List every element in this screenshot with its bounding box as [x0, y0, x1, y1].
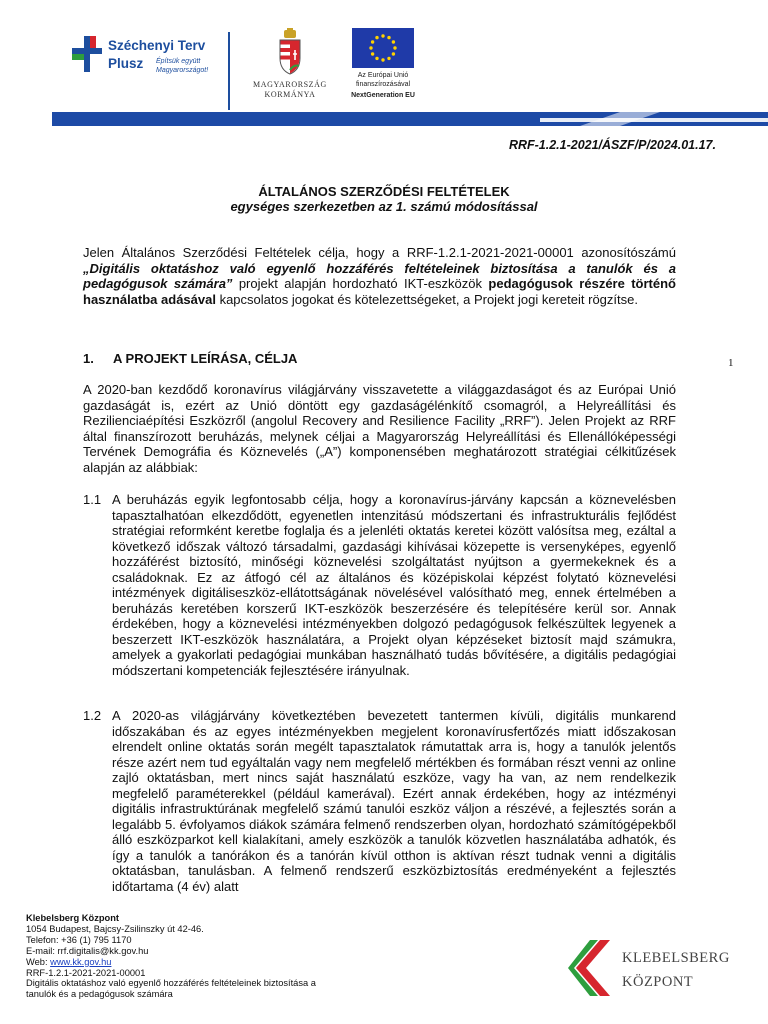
- klebelsberg-chevron-icon: [566, 938, 616, 998]
- header-divider: [228, 32, 230, 110]
- intro-paragraph: [83, 245, 676, 307]
- klebelsberg-kozpont-logo: [566, 938, 736, 998]
- page-number: 1: [728, 357, 734, 369]
- paragraph-1-1: A beruházás egyik legfontosabb célja, hogy a koronavírus-járvány kapcsán a köznevelésben tapasztalhatóan elkezdődött, egyenetlen intenzitású módszertani és infrastrukturális fejlődést stratégiai reformként keretbe foglalja és a jelenléti oktatás keretei között valósítsa meg, ezáltal a következő időszak változó társadalmi, gazdasági kihívásai közepette is versenyképes, egyenlő hozzáférést biztosító, minőségi köznevelési szolgáltatást nyújtson a gyermekeknek és a családoknak. Ez az átfogó cél az általános és középiskolai képzést folytató köznevelési intézmények digitáliseszköz-ellátottságának növelésével valósítható meg, ennek értelmében a beruházás keretében korszerű IKT-eszközök beszerzésére és telepítésére kerül sor. Annak érdekében, hogy a köznevelési intézményekben dolgozó pedagógusok felkészültek legyenek a beszerzett IKT-eszközök használatára, a Projekt olyan képzéseket biztosít majd számukra, amelyek a gyakorlati pedagógiai munkában használható tudás bővítésére, a digitális pedagógiai módszertani kompetenciák fejlesztésére irányulnak.: [112, 492, 676, 678]
- szechenyi-terv-plusz-logo: [70, 34, 220, 98]
- footer-org: Klebelsberg Központ: [26, 913, 119, 923]
- eu-line-2: finanszírozásával: [355, 81, 411, 88]
- intro-text-2: projekt alapján hordozható IKT-eszközök: [232, 276, 489, 291]
- szechenyi-tagline-1: Építsük együtt: [156, 58, 201, 65]
- government-line-1: MAGYARORSZÁG: [253, 80, 327, 89]
- szechenyi-title: Széchenyi Terv: [108, 38, 206, 53]
- klebelsberg-line-1: KLEBELSBERG: [622, 950, 730, 966]
- footer-web: [26, 957, 366, 968]
- szechenyi-cross-icon: [70, 34, 104, 74]
- document-title: ÁLTALÁNOS SZERZŐDÉSI FELTÉTELEK: [258, 184, 510, 199]
- intro-text-1: Jelen Általános Szerződési Feltételek célja, hogy a RRF-1.2.1-2021-2021-00001 azonosítószámú: [83, 245, 676, 260]
- government-line-2: KORMÁNYA: [264, 90, 316, 99]
- paragraph-1-2: A 2020-as világjárvány következtében bevezetett tantermen kívüli, digitális munkarend időszakában és az egyes intézményekben megjelent koronavírusfertőzés miatt időszakosan elrendelt online oktatás során megélt tapasztalatok rámutattak arra is, hogy a tanulók jelentős része azért nem tud egyáltalán vagy nem megfelelő mértékben és formában részt venni az online zajló oktatásban, mert nincs saját használatú eszköze, vagy ha van, az nem rendelkezik megfelelő paraméterekkel (például kamerával). Ezért annak érdekében, hogy az intézményi digitális infrastruktúrának megfelelő számú tanulói eszköz váljon a részévé, a fejlesztés során a legalább 5. évfolyamos diákok számára felmenő rendszerben olyan, hordozható számítógépekből álló eszközparkot kell kialakítani, amely eszközök a tanulók közvetlen használatába adhatók, és így a tanulók a tanórákon és a tanórán kívül otthon is aktívan részt tudnak venni a digitális oktatásban, tanulásban. A felmenő rendszerű eszközbiztosítás eredményeként a fejlesztés időtartama (4 év) alatt: [112, 708, 676, 894]
- hungarian-government-logo: [240, 28, 340, 118]
- document-subtitle: egységes szerkezetben az 1. számú módosítással: [230, 199, 538, 214]
- footer-project-id: RRF-1.2.1-2021-2021-00001: [26, 967, 146, 978]
- footer-project-title-2: tanulók és a pedagógusok számára: [26, 989, 173, 1000]
- footer-contact: [26, 913, 366, 1000]
- eu-flag-icon: [352, 28, 414, 68]
- footer-web-link[interactable]: www.kk.gov.hu: [50, 956, 112, 967]
- intro-project-title: „Digitális oktatáshoz való egyenlő hozzáférés feltételeinek biztosítása a tanulók és a pedagógusok számára”: [83, 260, 676, 291]
- intro-text-3: kapcsolatos jogokat és kötelezettségeket, a Projekt jogi kereteit rögzítse.: [215, 291, 638, 307]
- header-band: [0, 112, 768, 130]
- intro-bold-phrase: pedagógusok részére történő használatba adásával: [83, 276, 676, 307]
- footer-email: E-mail: rrf.digitalis@kk.gov.hu: [26, 945, 149, 956]
- footer-phone: Telefon: +36 (1) 795 1170: [26, 934, 132, 945]
- szechenyi-plusz: Plusz: [108, 56, 144, 71]
- szechenyi-tagline-2: Magyarországot!: [156, 67, 209, 74]
- item-number-1-2: 1.2: [83, 708, 102, 723]
- footer-web-label: Web:: [26, 956, 51, 967]
- document-id: RRF-1.2.1-2021/ÁSZF/P/2024.01.17.: [508, 138, 716, 152]
- paragraph-1: A 2020-ban kezdődő koronavírus világjárvány visszavetette a világgazdaságot és az Európai Unió gazdaságát is, ezért az Unió döntött egy gazdaságélénkítő csomagról, a Helyreállítási és Rezilienciaépítési Eszközről (angolul Recovery and Resilience Facility „RRF”). Jelen Projekt az RRF által finanszírozott beruházás, melynek céljai a Magyarország Helyreállítási és Ellenállóképességi Tervének Demográfia és Köznevelés („A”) komponensében meghatározott stratégiai célkitűzések alapján az alábbiak:: [83, 382, 676, 475]
- section-title: A PROJEKT LEÍRÁSA, CÉLJA: [113, 351, 298, 366]
- footer-project-title-1: Digitális oktatáshoz való egyenlő hozzáférés feltételeinek biztosítása a: [26, 978, 316, 989]
- footer-address: 1054 Budapest, Bajcsy-Zsilinszky út 42-46.: [26, 923, 204, 934]
- eu-nextgeneration-logo: [346, 28, 426, 110]
- section-number: 1.: [83, 351, 94, 366]
- klebelsberg-line-2: KÖZPONT: [622, 974, 694, 990]
- eu-line-1: Az Európai Unió: [357, 72, 409, 79]
- eu-line-3: NextGeneration EU: [351, 92, 415, 99]
- section-heading: [83, 351, 297, 366]
- item-number-1-1: 1.1: [83, 492, 102, 507]
- coat-of-arms-icon: [276, 28, 304, 76]
